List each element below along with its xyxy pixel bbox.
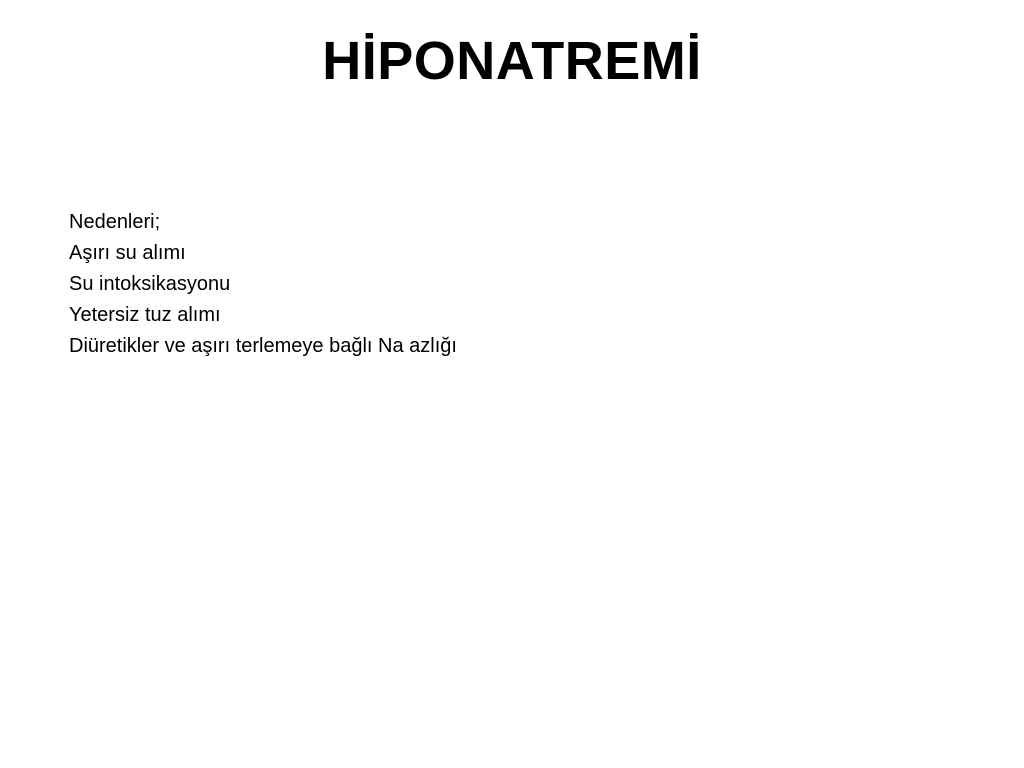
slide-body-text bbox=[69, 207, 969, 362]
body-line-causes-heading: Nedenleri; bbox=[69, 211, 161, 233]
body-line: Diüretikler ve aşırı terlemeye bağlı Na azlığı bbox=[69, 335, 457, 357]
slide-title: HİPONATREMİ bbox=[322, 31, 702, 91]
body-line: Aşırı su alımı bbox=[69, 242, 186, 264]
body-line: Su intoksikasyonu bbox=[69, 273, 231, 295]
body-line: Yetersiz tuz alımı bbox=[69, 304, 221, 326]
